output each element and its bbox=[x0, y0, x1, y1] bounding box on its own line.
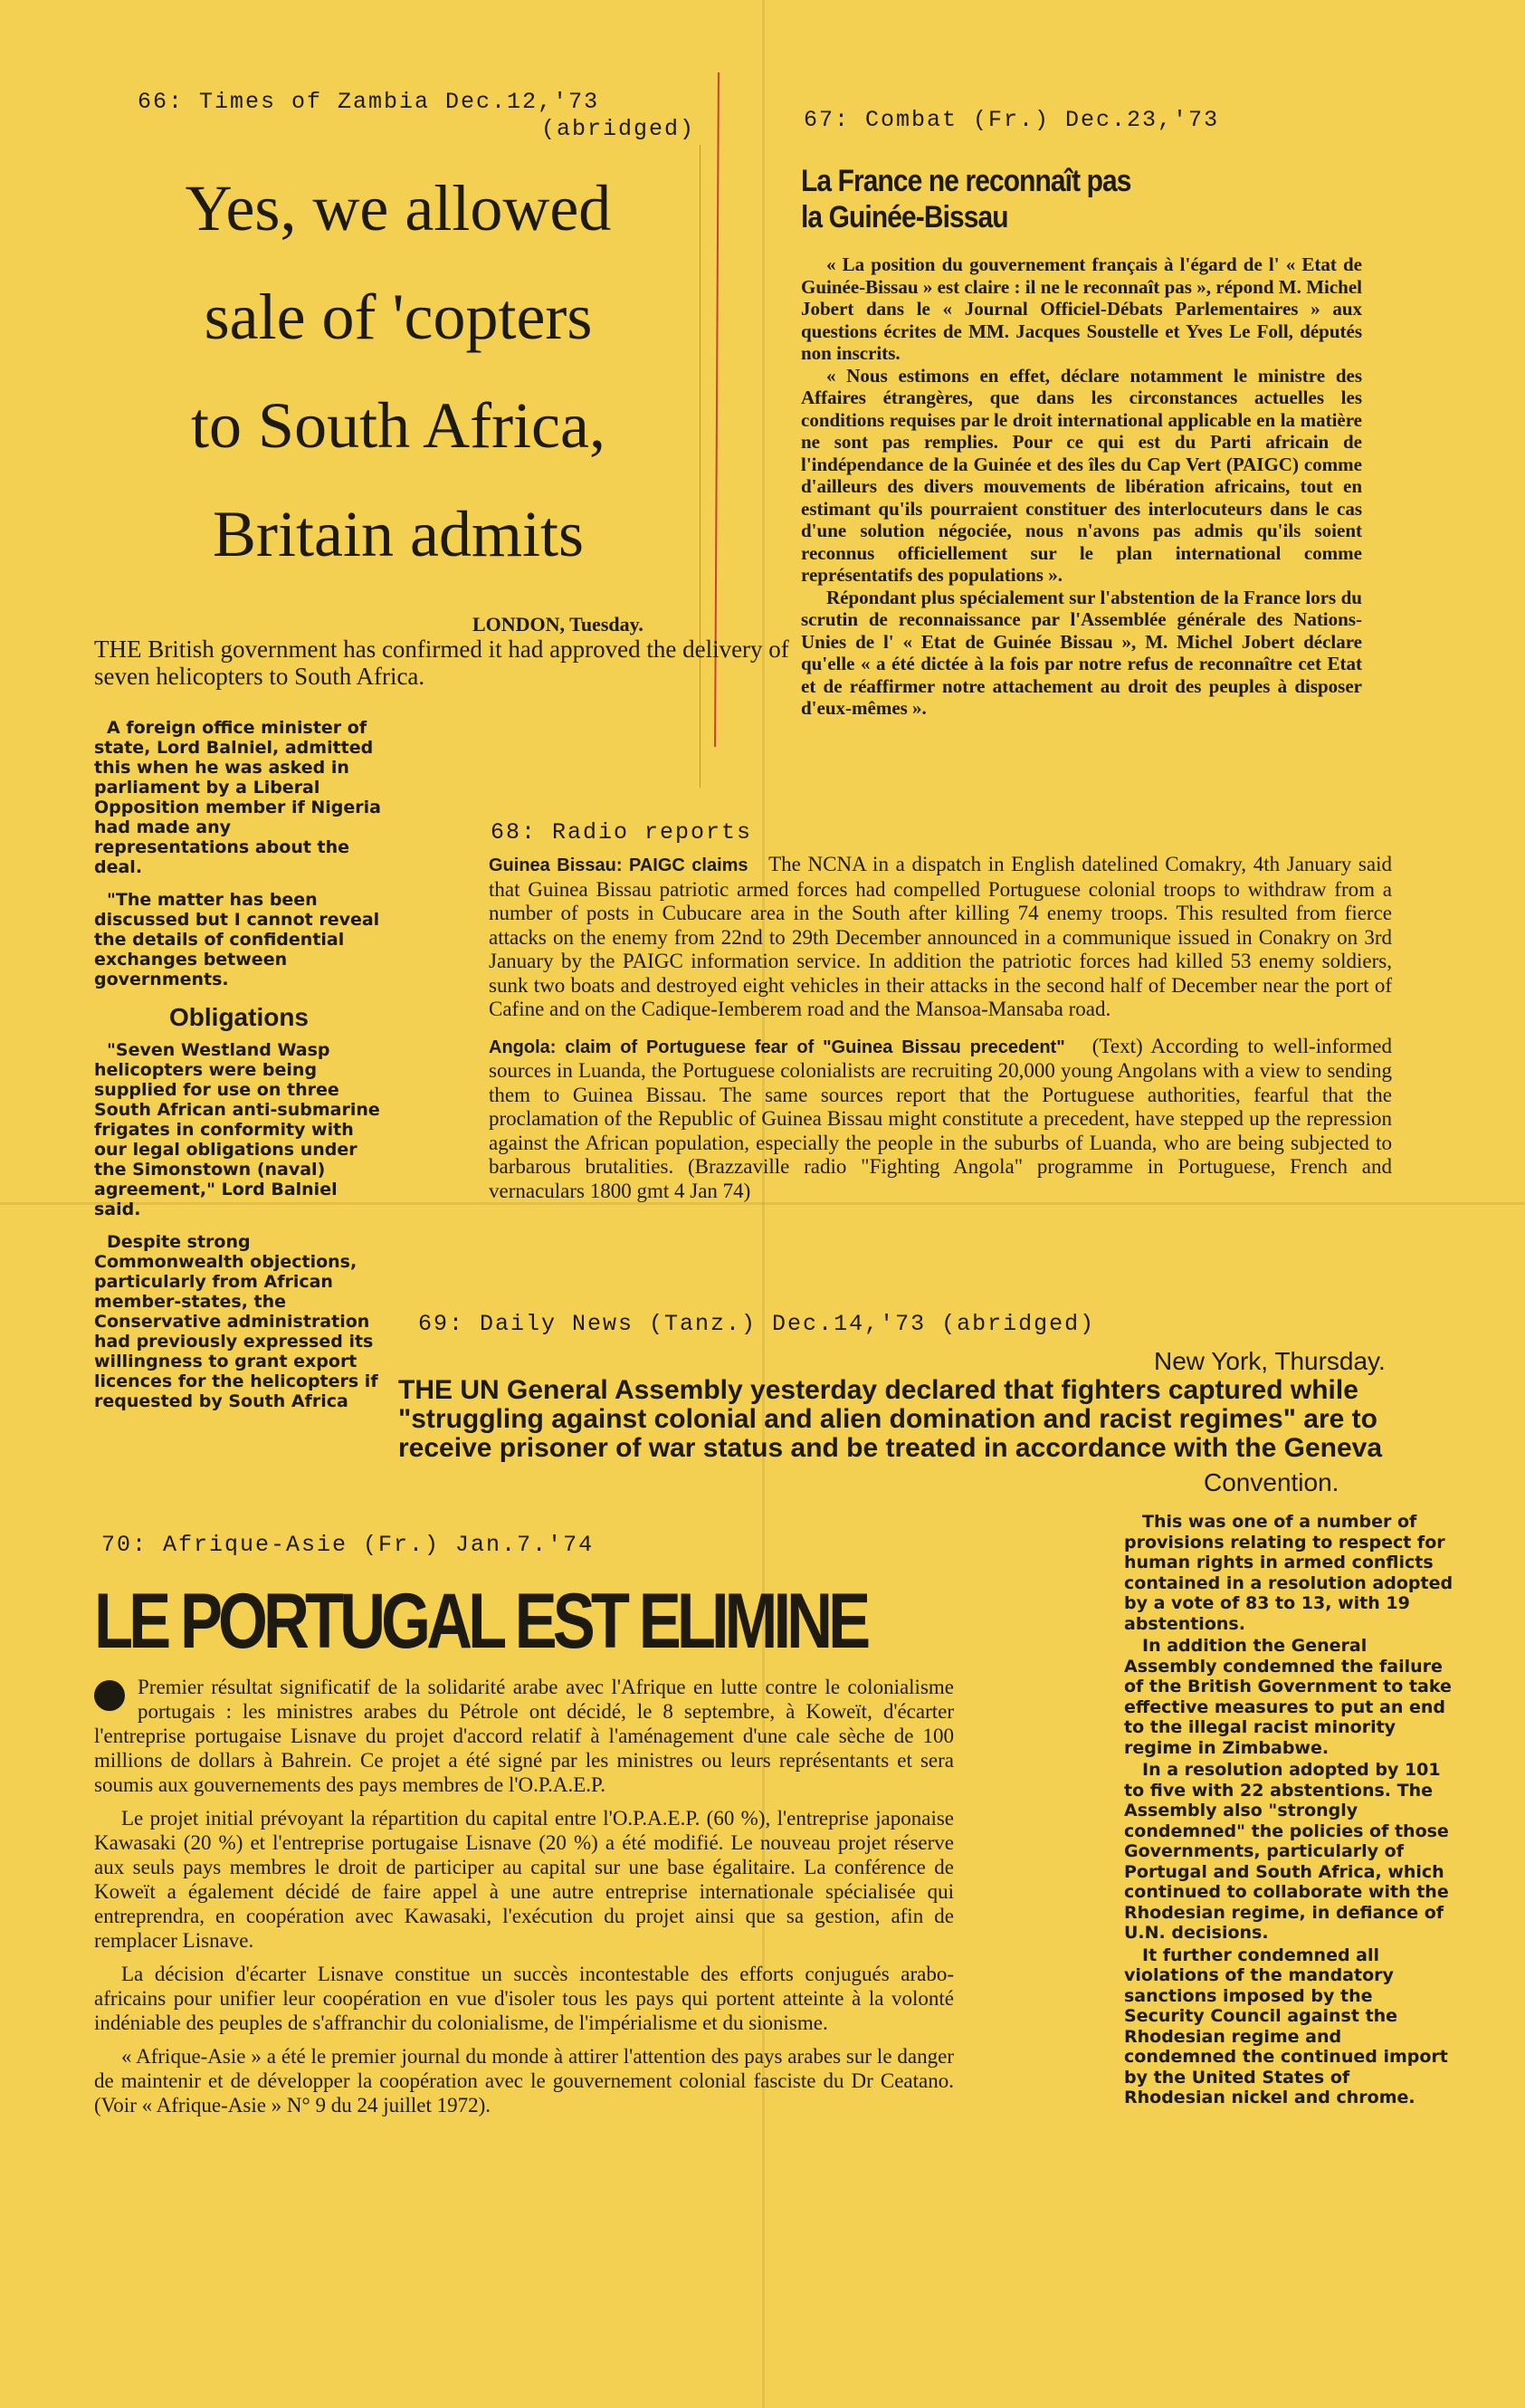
lead-69: THE UN General Assembly yesterday declared that fighters captured while "struggling against colonial and alien domination and racist regimes" are to receive prisoner of war status and be treated in accordance with the Geneva bbox=[398, 1375, 1383, 1463]
headline-line: sale of 'copters bbox=[204, 281, 593, 353]
paragraph: In a resolution adopted by 101 to five with 22 abstentions. The Assembly also "strongly condemned" the policies of those Governments, particularly of Portugal and South Africa, which continued to collaborate with the Rhodesian regime, in defiance of U.N. decisions. bbox=[1124, 1760, 1449, 1943]
paragraph: Le projet initial prévoyant la répartition du capital entre l'O.P.A.E.P. (60 %), l'entreprise japonaise Kawasaki (20 %) et l'entreprise portugaise Lisnave (20 %) a été modifié. Le nouveau projet réserve aux seuls pays membres le droit de participer au capital sur une base égalitaire. La conférence de Koweït a également décidé de faire appel à une autre entreprise internationale spécialisée qui entreprendra, en coopération avec Kawasaki, l'exécution du projet ainsi que sa gestion, afin de remplacer Lisnave. bbox=[94, 1807, 954, 1952]
source-label-70: 70: Afrique-Asie (Fr.) Jan.7.'74 bbox=[101, 1532, 595, 1558]
body-66 bbox=[94, 718, 384, 1424]
pencil-divider-line bbox=[700, 145, 701, 788]
paragraph: Despite strong Commonwealth objections, particularly from African member-states, the Conservative administration had previously expressed its willingness to grant export licences for the helicopters if requested by South Africa bbox=[94, 1232, 378, 1411]
subhead-66: Obligations bbox=[169, 1003, 309, 1031]
paragraph-text: (Text) According to well-informed sources in Luanda, the Portuguese colonialists are recruiting 20,000 young Angolans with a view to sending them to Guinea Bissau. The same sources report that the Portuguese authorities, fearful that the proclamation of the Republic of Guinea Bissau might constitute a precedent, have stepped up the repression against the African population, especially the people in the suburbs of Luanda, who are being subjected to barbarous brutalities. (Brazzaville radio "Fighting Angola" programme in Portuguese, French and vernaculars 1800 gmt 4 Jan 74) bbox=[489, 1034, 1393, 1202]
headline-line: to South Africa, bbox=[191, 389, 605, 462]
abridged-note-66: (abridged) bbox=[541, 116, 696, 142]
body-68 bbox=[489, 853, 1392, 1216]
paragraph-text: The NCNA in a dispatch in English datelined Comakry, 4th January said that Guinea Bissau patriotic armed forces had compelled Portuguese colonial troops to withdraw from a number of posts in Cubucare area in the South after killing 74 enemy troops. This resulted from fierce attacks on the enemy from 22nd to 29th December announced in a communique issued in Conakry on 3rd January by the PAIGC information service. In addition the patriotic forces had killed 53 enemy soldiers, sunk two boats and destroyed eight vehicles in their attacks in the second half of December near the port of Cafine and on the Cadique-Iemberem road and the Mansoa-Mansaba road. bbox=[489, 853, 1392, 1020]
paragraph bbox=[489, 853, 1392, 1022]
headline-66 bbox=[109, 154, 688, 588]
headline-line: la Guinée-Bissau bbox=[801, 200, 1008, 234]
source-label-69: 69: Daily News (Tanz.) Dec.14,'73 (abridged) bbox=[418, 1311, 1096, 1337]
paragraph bbox=[489, 1035, 1392, 1204]
source-label-66: 66: Times of Zambia Dec.12,'73 bbox=[138, 89, 600, 115]
paragraph: This was one of a number of provisions relating to respect for human rights in armed conflicts contained in a resolution adopted by a vote of 83 to 13, with 19 abstentions. bbox=[1124, 1512, 1454, 1634]
paragraph: It further condemned all violations of the mandatory sanctions imposed by the Security Council against the Rhodesian regime and condemned the continued import by the United States of Rhodesian nickel and chrome. bbox=[1124, 1945, 1448, 2107]
source-label-67: 67: Combat (Fr.) Dec.23,'73 bbox=[804, 107, 1220, 133]
source-label-68: 68: Radio reports bbox=[491, 819, 753, 846]
paragraph: In addition the General Assembly condemned the failure of the British Government to take effective measures to put an end to the illegal racist minority regime in Zimbabwe. bbox=[1124, 1636, 1452, 1758]
paragraph: A foreign office minister of state, Lord Balniel, admitted this when he was asked in parliament by a Liberal Opposition member if Nigeria had made any representations about the deal. bbox=[94, 718, 381, 877]
body-69 bbox=[1124, 1512, 1455, 2110]
paragraph: « Nous estimons en effet, déclare notamment le ministre des Affaires étrangères, que dans les circonstances actuelles les conditions requises par le droit international applicable en la matière ne sont pas remplies. Pour ce qui est du Parti africain de l'indépendance de la Guinée et des îles du Cap Vert (PAIGC) comme d'ailleurs des divers mouvements de libération africains, tout en estimant qu'ils pourraient constituer des interlocuteurs dans le cas d'une solution négociée, nous n'avons pas admis qu'ils soient reconnus officiellement sur le plan international comme représentatifs des populations ». bbox=[801, 364, 1362, 586]
subject-label: Angola: claim of Portuguese fear of "Guinea Bissau precedent" bbox=[489, 1037, 1065, 1057]
paragraph: Répondant plus spécialement sur l'abstention de la France lors du scrutin de reconnaissance par l'Assemblée générale des Nations-Unies de l' « Etat de Guinée Bissau », M. Michel Jobert déclare qu'elle « a été dictée à la fois par notre refus de reconnaître cet Etat et de réaffirmer notre attachement au droit des peuples à disposer d'eux-mêmes ». bbox=[801, 586, 1362, 719]
dateline-66: LONDON, Tuesday. bbox=[472, 613, 643, 635]
paragraph bbox=[94, 1675, 954, 1797]
paragraph: La décision d'écarter Lisnave constitue un succès incontestable des efforts conjugués arabo-africains pour unifier leur coopération en vue d'isoler tous les pays qui portent atteinte à la volonté indéniable des peuples de s'affranchir du colonialisme, de l'impérialisme et du sionisme. bbox=[94, 1963, 954, 2034]
bullet-dot-icon bbox=[94, 1680, 125, 1711]
lead-66: THE British government has confirmed it had approved the delivery of seven helicopters to South Africa. bbox=[94, 635, 789, 690]
paragraph: « La position du gouvernement français à l'égard de l' « Etat de Guinée-Bissau » est claire : il ne le reconnaît pas », répond M. Michel Jobert dans le « Journal Officiel-Débats Parlementaires » aux questions écrites de MM. Jacques Soustelle et Yves Le Foll, députés non inscrits. bbox=[801, 253, 1362, 364]
headline-line: La France ne reconnaît pas bbox=[801, 164, 1131, 198]
headline-line: Britain admits bbox=[213, 498, 584, 570]
headline-67 bbox=[801, 163, 1151, 235]
dateline-69: New York, Thursday. bbox=[1154, 1347, 1386, 1375]
headline-70: LE PORTUGAL EST ELIMINE bbox=[94, 1578, 867, 1665]
paragraph-text: Premier résultat significatif de la solidarité arabe avec l'Afrique en lutte contre le colonialisme portugais : les ministres arabes du Pétrole ont décidé, le 8 septembre, à Koweït, d'écarter l'entreprise portugaise Lisnave du projet d'accord relatif à l'aménagement d'une cale sèche de 100 millions de dollars à Bahrein. Ce projet a été signé par les ministres ou leurs représentants et sera soumis aux gouvernements des pays membres de l'O.P.A.E.P. bbox=[94, 1676, 954, 1796]
lead-69-end: Convention. bbox=[1204, 1468, 1339, 1496]
headline-line: Yes, we allowed bbox=[185, 172, 612, 244]
paragraph: « Afrique-Asie » a été le premier journal du monde à attirer l'attention des pays arabes sur le danger de maintenir et de développer la coopération avec le gouvernement colonial fasciste du Dr Ceatano. (Voir « Afrique-Asie » N° 9 du 24 juillet 1972). bbox=[94, 2045, 954, 2117]
subject-label: Guinea Bissau: PAIGC claims bbox=[489, 855, 748, 875]
body-67 bbox=[801, 253, 1362, 720]
body-70 bbox=[94, 1675, 954, 2126]
paragraph: "The matter has been discussed but I cannot reveal the details of confidential exchanges between governments. bbox=[94, 890, 380, 989]
paragraph: "Seven Westland Wasp helicopters were being supplied for use on three South African anti-submarine frigates in conformity with our legal obligations under the Simonstown (naval) agreement," Lord Balniel said. bbox=[94, 1040, 380, 1219]
